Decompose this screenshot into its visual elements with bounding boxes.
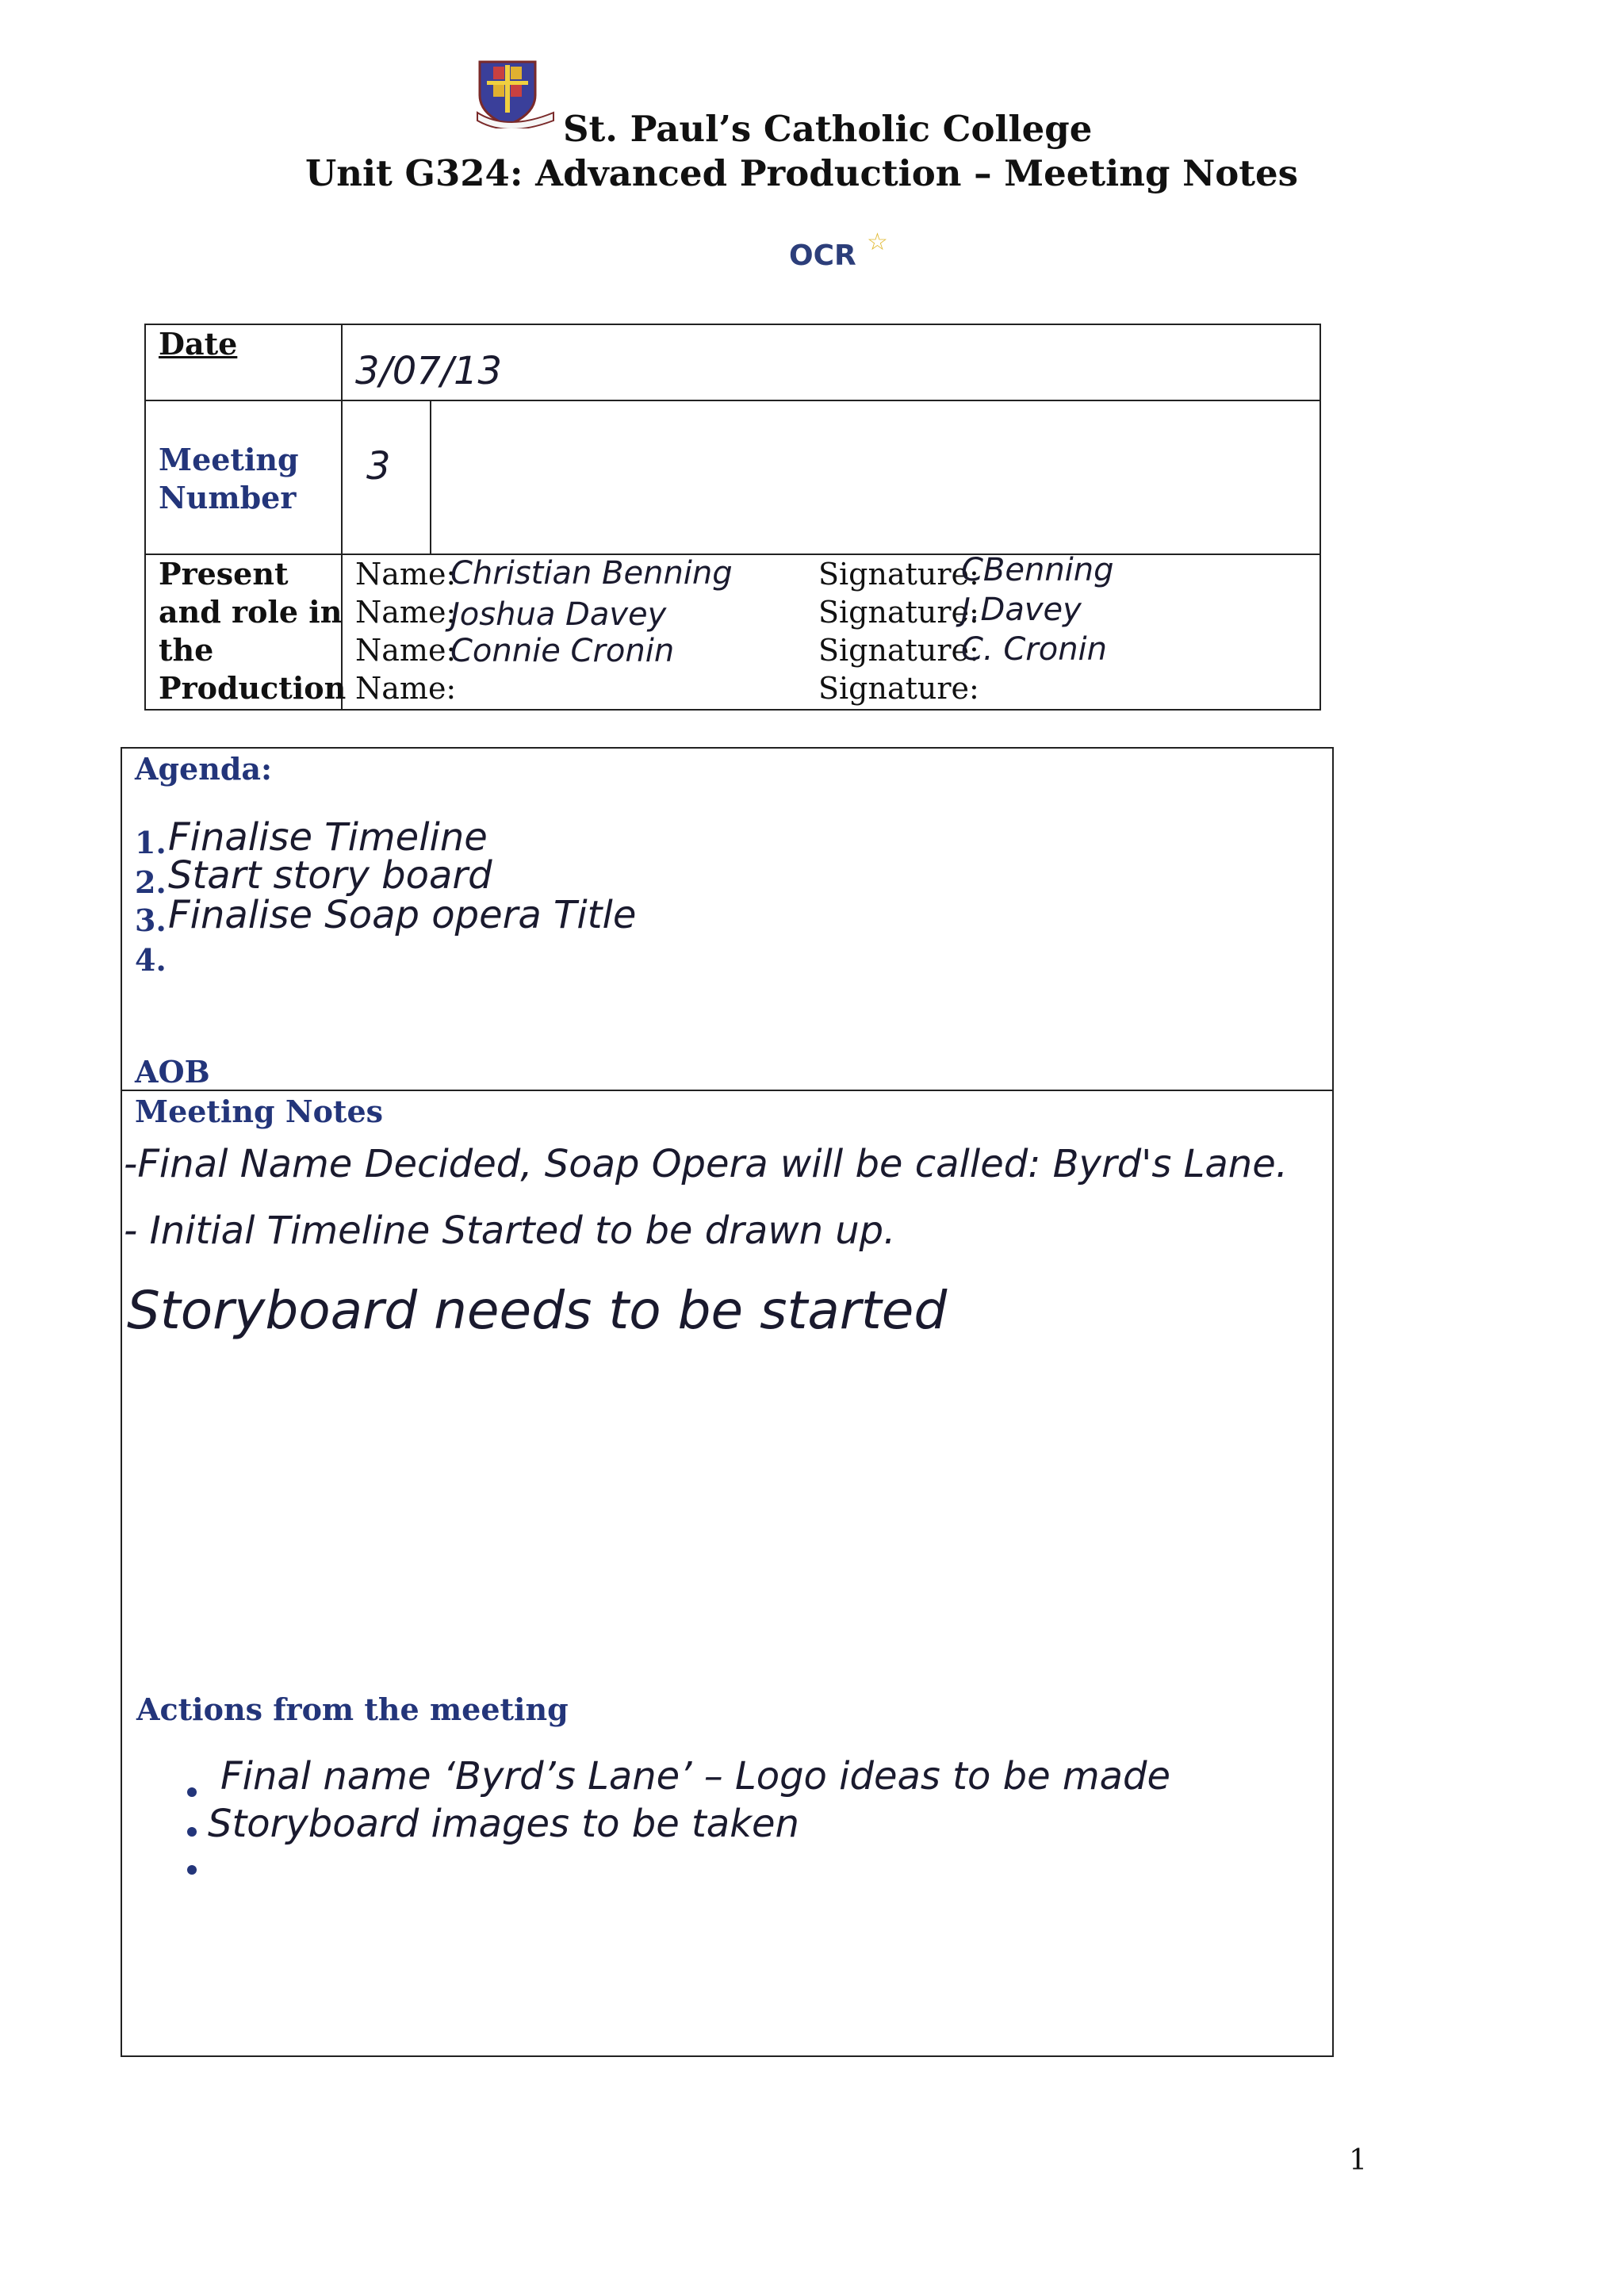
ocr-logo	[789, 228, 892, 279]
college-name: St. Paul’s Catholic College	[563, 108, 1093, 150]
signature-label: Signature:	[818, 595, 979, 630]
meeting-notes-label: Meeting Notes	[135, 1094, 384, 1129]
present-label-line: Present	[159, 556, 289, 592]
name-label: Name:	[355, 671, 457, 706]
ocr-logo-text: OCR	[789, 239, 856, 272]
signature-label: Signature:	[818, 633, 979, 668]
meeting-number-value: 3	[366, 444, 391, 488]
meeting-number-label-line1: Meeting	[159, 442, 299, 477]
name-label: Name:	[355, 595, 457, 630]
name-label: Name:	[355, 633, 457, 668]
attendee-name: Connie Cronin	[450, 633, 675, 669]
agenda-item-text: Finalise Timeline	[168, 815, 488, 860]
present-label-line: and role in	[159, 594, 343, 630]
aob-label: AOB	[135, 1054, 210, 1090]
agenda-item-number: 3.	[135, 902, 167, 938]
agenda-item-text: Start story board	[168, 853, 492, 898]
present-label-line: the	[159, 632, 214, 668]
signature-label: Signature:	[818, 557, 979, 592]
unit-title: Unit G324: Advanced Production – Meeting Notes	[305, 152, 1299, 194]
ocr-star-icon: ☆	[867, 228, 888, 256]
agenda-item-number: 2.	[135, 864, 167, 900]
meeting-note-line: -Final Name Decided, Soap Opera will be called: Byrd's Lane.	[124, 1142, 1288, 1186]
agenda-item-number: 1.	[135, 825, 167, 860]
actions-label: Actions from the meeting	[136, 1691, 569, 1727]
page-number: 1	[1349, 2144, 1367, 2177]
meeting-number-label-line2: Number	[159, 480, 297, 515]
college-crest-logo	[476, 59, 555, 128]
agenda-label: Agenda:	[135, 751, 273, 787]
action-bullet	[187, 1787, 197, 1797]
agenda-item-number: 4.	[135, 942, 167, 978]
attendee-signature: CBenning	[961, 552, 1114, 588]
action-item: Storyboard images to be taken	[208, 1802, 799, 1846]
attendee-name: Christian Benning	[450, 555, 733, 592]
attendee-signature: J.Davey	[961, 592, 1082, 628]
agenda-item-text: Finalise Soap opera Title	[168, 893, 637, 937]
present-label	[159, 555, 346, 707]
date-row-divider	[144, 400, 1321, 401]
agenda-notes-divider	[121, 1090, 1334, 1091]
action-item: Final name ‘Byrd’s Lane’ – Logo ideas to be made	[220, 1754, 1171, 1799]
attendee-name: Joshua Davey	[450, 596, 667, 633]
agenda-notes-box	[121, 747, 1334, 2057]
attendee-signature: C. Cronin	[961, 631, 1108, 668]
present-label-line: Production	[159, 670, 347, 706]
action-bullet	[187, 1865, 197, 1875]
date-value: 3/07/13	[355, 349, 503, 393]
date-label: Date	[159, 326, 238, 362]
meeting-note-line: - Initial Timeline Started to be drawn up.	[124, 1209, 896, 1253]
name-label: Name:	[355, 557, 457, 592]
action-bullet	[187, 1827, 197, 1837]
signature-label: Signature:	[818, 671, 979, 706]
meeting-note-line: Storyboard needs to be started	[127, 1280, 948, 1341]
meeting-number-divider	[430, 400, 431, 554]
